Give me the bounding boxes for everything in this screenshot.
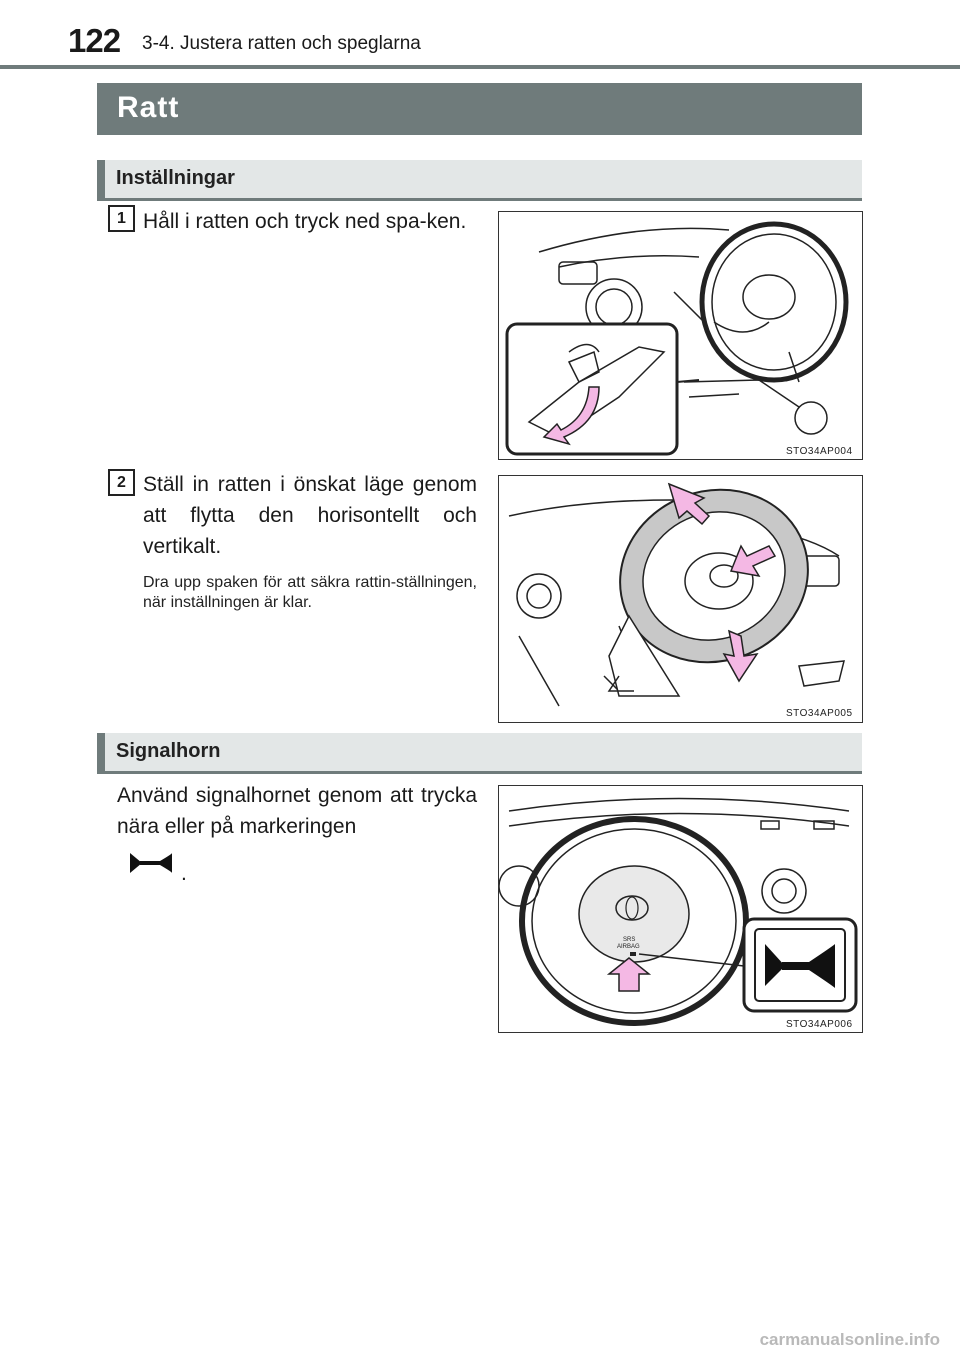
step-number-2: 2 xyxy=(108,469,135,496)
horn-text-end: . xyxy=(181,862,187,885)
figure-horn xyxy=(498,785,863,1033)
horn-illustration xyxy=(499,786,862,1032)
page-number: 122 xyxy=(68,22,121,59)
horn-detail-inset xyxy=(744,919,856,1011)
figure-steering-adjust xyxy=(498,475,863,723)
lever-detail-inset xyxy=(507,324,699,454)
airbag-label-2: AIRBAG xyxy=(617,944,640,950)
section-heading-horn-text: Signalhorn xyxy=(116,740,221,762)
step-1-text: Håll i ratten och tryck ned spa-ken. xyxy=(143,210,467,233)
steering-adjust-illustration xyxy=(499,476,862,722)
step-2-note: Dra upp spaken för att säkra rattin-ställningen, när inställningen är klar. xyxy=(143,574,477,611)
figure-steering-lever xyxy=(498,211,863,460)
steering-lever-illustration xyxy=(499,212,862,459)
step-2-text: Ställ in ratten i önskat läge genom att flytta den horisontellt och vertikalt. xyxy=(143,473,477,558)
horn-icon xyxy=(128,850,174,881)
horn-text: Använd signalhornet genom att trycka nära eller på markeringen xyxy=(117,784,477,838)
figure-code-2: STO34AP005 xyxy=(786,708,853,719)
main-title: Ratt xyxy=(117,91,180,124)
airbag-label-1: SRS xyxy=(623,937,636,943)
section-heading-settings xyxy=(97,160,862,201)
main-title-banner xyxy=(97,83,862,135)
figure-code-1: STO34AP004 xyxy=(786,446,853,457)
header-rule xyxy=(0,65,960,69)
section-heading-settings-text: Inställningar xyxy=(116,167,235,189)
step-number-1: 1 xyxy=(108,205,135,232)
watermark: carmanualsonline.info xyxy=(759,1330,940,1349)
section-heading-horn xyxy=(97,733,862,774)
figure-code-3: STO34AP006 xyxy=(786,1019,853,1030)
chapter-title: 3-4. Justera ratten och speglarna xyxy=(142,33,421,54)
